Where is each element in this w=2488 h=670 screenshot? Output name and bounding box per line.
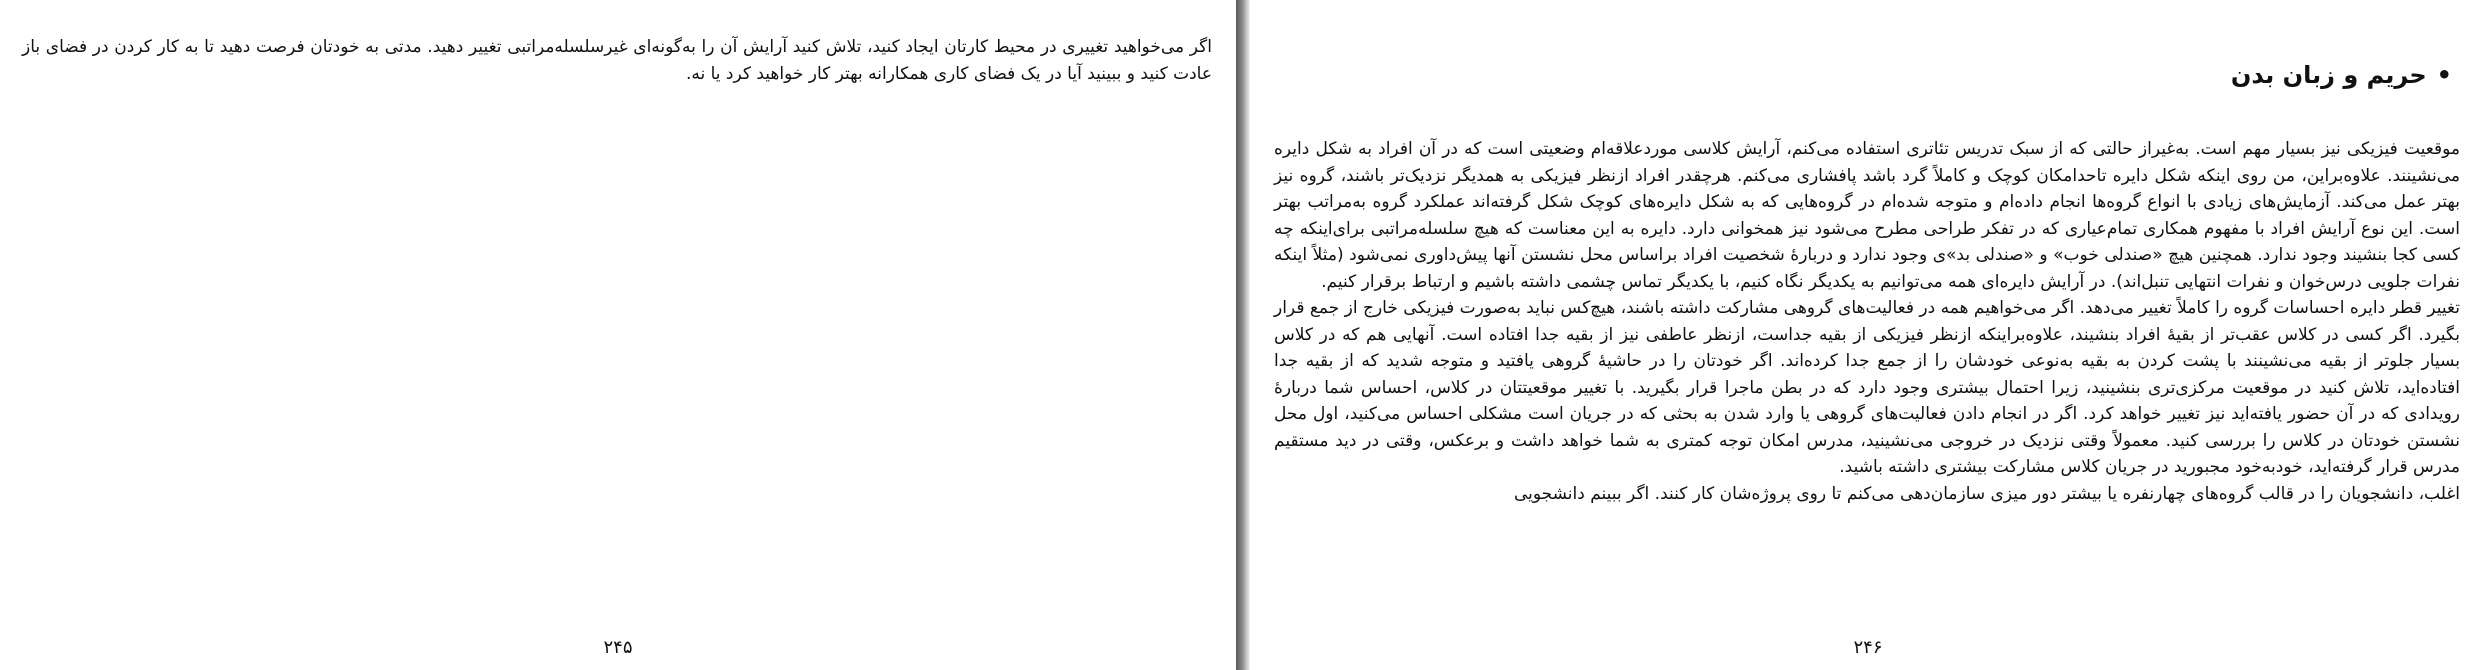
left-page-number: ۲۴۵ [603, 637, 633, 658]
left-page-paragraph: اگر می‌خواهید تغییری در محیط کارتان ایجاد کنید، تلاش کنید آرایش آن را به‌گونه‌ای غیرسلسله‌مراتبی تغییر دهید. مدتی به خودتان فرصت دهید تا به کار کردن در فضای باز عادت کنید و ببینید آیا در یک فضای کاری همکارانه بهتر کار خواهید کرد یا نه. [22, 37, 1212, 84]
heading-bullet: • [2436, 61, 2452, 89]
right-page-number: ۲۴۶ [1853, 637, 1883, 658]
body-paragraph-2: تغییر قطر دایره احساسات گروه را کاملاً تغییر می‌دهد. اگر می‌خواهیم همه در فعالیت‌های گروهی مشارکت داشته باشند، هیچ‌کس نباید به‌صورت فیزیکی خارج از جمع قرار بگیرد. اگر کسی در کلاس عقب‌تر از بقیهٔ افراد بنشیند، علاوه‌براینکه ازنظر فیزیکی از بقیه جداست، ازنظر عاطفی نیز از بقیه جدا افتاده است. آنهایی هم که در کلاس بسیار جلوتر از بقیه می‌نشینند با پشت کردن به بقیه به‌نوعی خودشان را از جمع جدا کرده‌اند. اگر خودتان را در حاشیهٔ گروهی یافتید و متوجه شدید که از بقیه جدا افتاده‌اید، تلاش کنید در موقعیت مرکزی‌تری بنشینید، زیرا احتمال بیشتری وجود دارد که در بطن ماجرا قرار بگیرید. با تغییر موقعیتتان در کلاس، احساس شما دربارهٔ رویدادی که در آن حضور یافته‌اید نیز تغییر خواهد کرد. اگر در انجام دادن فعالیت‌های گروهی یا وارد شدن به بحثی که در جریان است مشکلی احساس می‌کنید، اول محل نشستن خودتان در کلاس را بررسی کنید. معمولاً وقتی نزدیک در خروجی می‌نشینید، مدرس امکان توجه کمتری به شما خواهد داشت و برعکس، وقتی در دید مستقیم مدرس قرار گرفته‌اید، خودبه‌خود مجبورید در جریان کلاس مشارکت بیشتری داشته باشید. [1274, 298, 2460, 477]
body-paragraph-3: اغلب، دانشجویان را در قالب گروه‌های چهارنفره یا بیشتر دور میزی سازمان‌دهی می‌کنم تا روی پروژه‌شان کار کنند. اگر ببینم دانشجویی [1513, 483, 2460, 504]
left-page [0, 0, 1236, 670]
page-gutter [1236, 0, 1250, 670]
right-page [1250, 0, 2488, 670]
right-page-body [1274, 136, 2460, 507]
body-paragraph-1: موقعیت فیزیکی نیز بسیار مهم است. به‌غیراز حالتی که از سبک تدریس تئاتری استفاده می‌کنم، آرایش کلاسی موردعلاقه‌ام وضعیتی است که در آن افراد به شکل دایره می‌نشینند. علاوه‌براین، من روی اینکه شکل دایره تاحدامکان کوچک و کاملاً گرد باشد پافشاری می‌کنم. هرچقدر افراد ازنظر فیزیکی به همدیگر نزدیک‌تر باشند، گروه نیز بهتر عمل می‌کند. آزمایش‌های زیادی با انواع گروه‌ها انجام داده‌ام و متوجه شده‌ام در گروه‌هایی که به شکل دایره‌های کوچک شکل گرفته‌اند عملکرد گروه به‌مراتب بهتر است. این نوع آرایش افراد با مفهوم همکاری تمام‌عیاری که در تفکر طراحی مطرح می‌شود نیز همخوانی دارد. دایره به این معناست که هیچ سلسله‌مراتبی برای‌اینکه چه کسی کجا بنشیند وجود ندارد. همچنین هیچ «صندلی خوب» و «صندلی بد»ی وجود ندارد و دربارهٔ شخصیت افراد براساس محل نشستن آنها پیش‌داوری نمی‌شود (مثلاً اینکه نفرات جلویی درس‌خوان و نفرات انتهایی تنبل‌اند). در آرایش دایره‌ای همه می‌توانیم به یکدیگر نگاه کنیم، با یکدیگر تماس چشمی داشته باشیم و ارتباط برقرار کنیم. [1274, 139, 2460, 292]
section-heading [1274, 58, 2452, 92]
section-heading-text: حریم و زبان بدن [2230, 61, 2427, 89]
